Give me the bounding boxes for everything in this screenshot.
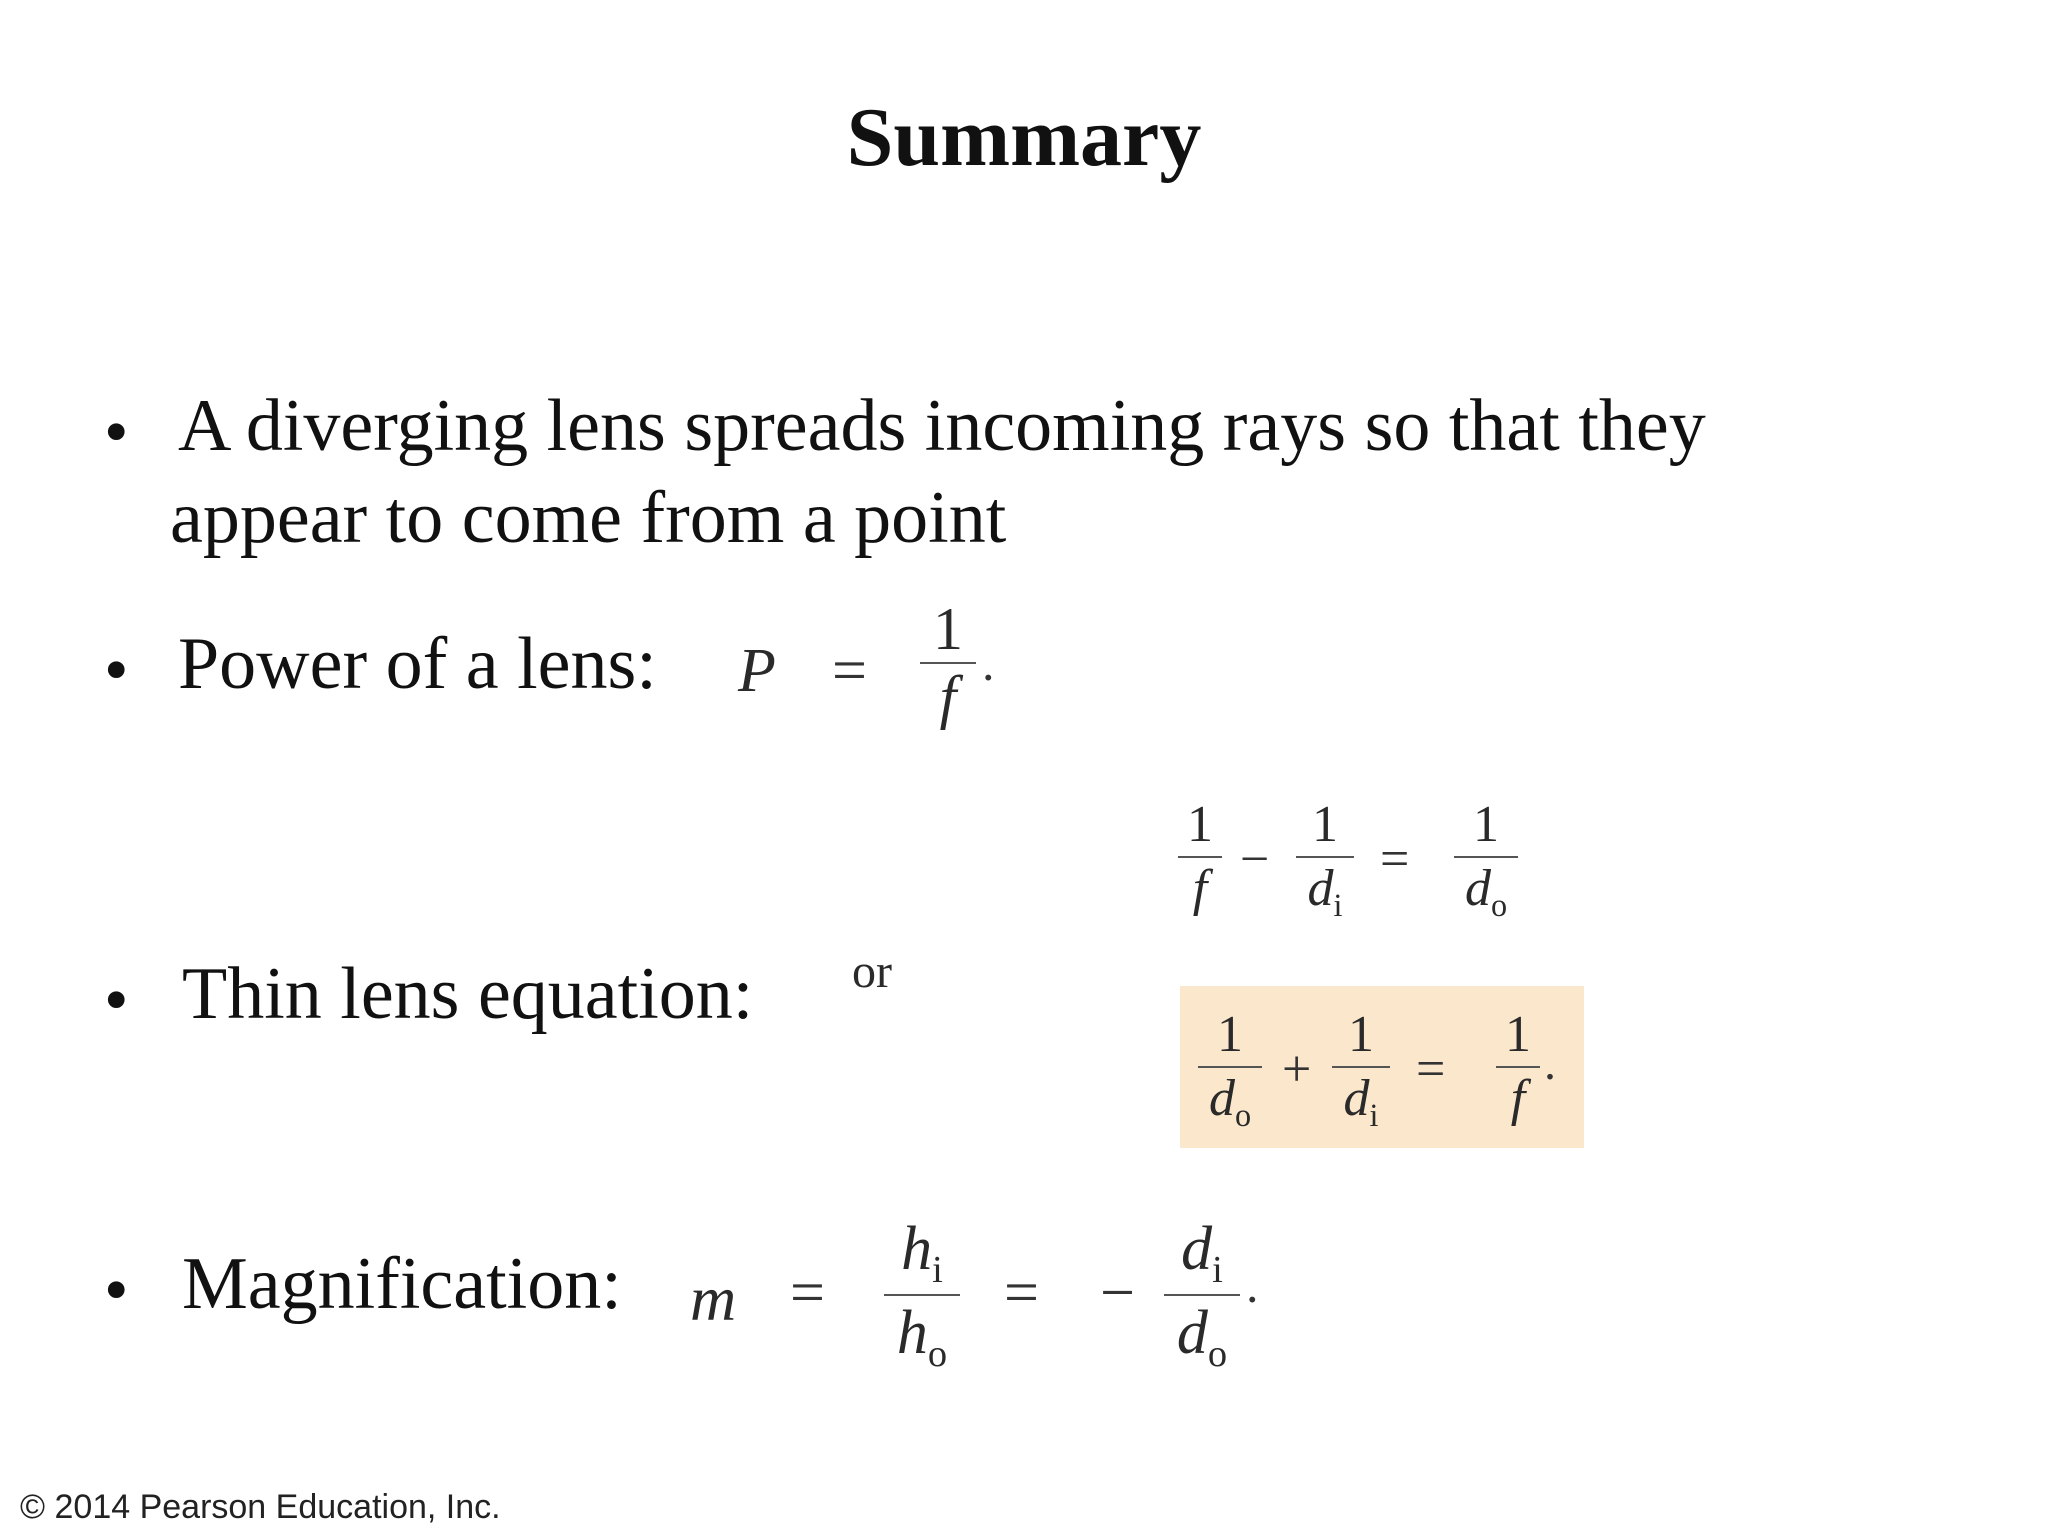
fraction-numerator: 1 [1187, 796, 1213, 853]
fraction-denominator [1454, 858, 1518, 925]
bullet-thin-lens-label: Thin lens equation: [182, 953, 754, 1035]
bullet-marker: • [104, 632, 129, 709]
copyright-footer: © 2014 Pearson Education, Inc. [20, 1488, 501, 1526]
fraction-denominator: f [939, 664, 957, 730]
fraction-denominator: f [1510, 1070, 1526, 1127]
variable-h: h [901, 1215, 933, 1283]
fraction-1-over-f [1496, 1004, 1540, 1130]
slide-title: Summary [846, 91, 1202, 184]
equals-sign: = [1380, 831, 1410, 888]
fraction-denominator [1198, 1068, 1262, 1135]
fraction-1-over-do [1198, 1004, 1262, 1135]
minus-sign: − [1240, 831, 1270, 888]
fraction-denominator [1164, 1296, 1240, 1378]
subscript: o [1207, 1333, 1228, 1376]
fraction-1-over-di [1332, 1004, 1390, 1135]
subscript: o [1234, 1097, 1252, 1134]
fraction-1-over-di [1296, 794, 1354, 925]
period: . [1246, 1257, 1259, 1313]
fraction-hi-over-ho [884, 1212, 960, 1378]
fraction-numerator: 1 [1217, 1006, 1243, 1063]
subscript: i [1212, 1249, 1223, 1292]
variable-d: d [1176, 1299, 1208, 1367]
or-label: or [852, 945, 892, 998]
minus-sign: − [1100, 1259, 1135, 1327]
fraction-denominator [884, 1296, 960, 1378]
fraction-di-over-do [1164, 1212, 1240, 1378]
variable-h: h [896, 1299, 928, 1367]
subscript: o [927, 1333, 948, 1376]
period: . [982, 635, 995, 691]
subscript: i [1369, 1097, 1379, 1134]
equals-sign: = [790, 1259, 825, 1327]
fraction-denominator: f [1192, 860, 1208, 917]
power-symbol: P [738, 637, 776, 705]
equals-sign: = [1416, 1041, 1446, 1098]
fraction-denominator [1296, 858, 1354, 925]
bullet-marker: • [104, 962, 129, 1039]
bullet-marker: • [104, 394, 129, 471]
bullet-magnification-label: Magnification: [182, 1243, 622, 1325]
fraction-numerator: 1 [1312, 796, 1338, 853]
fraction-numerator [1164, 1212, 1240, 1294]
variable-d: d [1343, 1070, 1370, 1127]
fraction-denominator [1332, 1068, 1390, 1135]
variable-d: d [1464, 860, 1491, 917]
fraction-1-over-f [1178, 794, 1222, 920]
bullet-power-label: Power of a lens: [178, 623, 657, 705]
fraction-numerator [884, 1212, 960, 1294]
equals-sign: = [832, 637, 867, 705]
subscript: i [932, 1249, 943, 1292]
period: . [1544, 1037, 1556, 1090]
magnification-symbol: m [690, 1263, 737, 1334]
fraction-1-over-do [1454, 794, 1518, 925]
power-fraction [920, 596, 976, 730]
fraction-numerator: 1 [1348, 1006, 1374, 1063]
equals-sign: = [1004, 1259, 1039, 1327]
variable-d: d [1307, 860, 1334, 917]
plus-sign: + [1282, 1041, 1312, 1098]
bullet-diverging-lens-line1: A diverging lens spreads incoming rays so that they [178, 385, 1706, 467]
bullet-marker: • [104, 1252, 129, 1329]
fraction-numerator: 1 [1505, 1006, 1531, 1063]
fraction-numerator: 1 [1473, 796, 1499, 853]
subscript: i [1333, 887, 1343, 924]
variable-d: d [1208, 1070, 1235, 1127]
fraction-numerator: 1 [933, 596, 963, 662]
bullet-diverging-lens-line2: appear to come from a point [170, 477, 1007, 559]
variable-d: d [1181, 1215, 1213, 1283]
subscript: o [1490, 887, 1508, 924]
